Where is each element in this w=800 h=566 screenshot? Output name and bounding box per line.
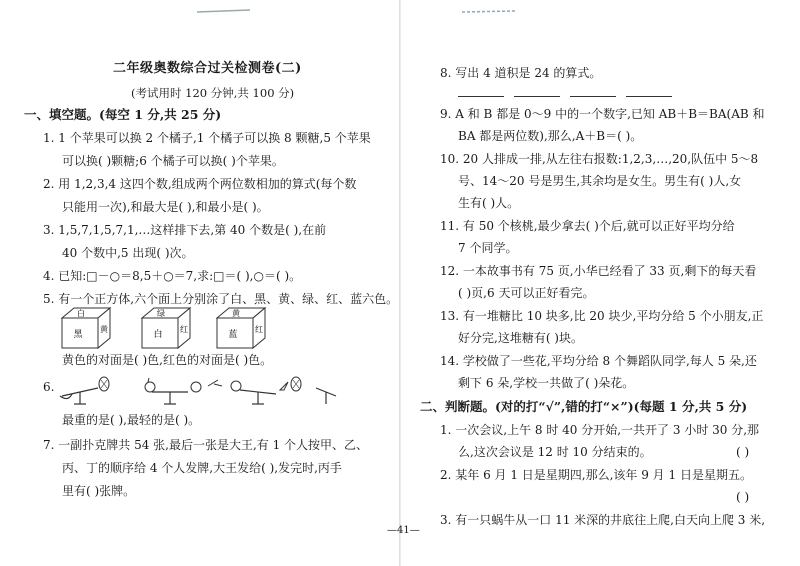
cube-side-label: 红 (180, 325, 188, 334)
answer-parentheses: ( ) (736, 490, 750, 504)
question-text: 13. 有一堆糖比 10 块多,比 20 块少,平均分给 5 个小朋友,正 (440, 309, 764, 323)
answer-line (514, 96, 560, 97)
question-text: ( )页,6 天可以正好看完。 (458, 286, 595, 300)
question-text: 么,这次会议是 12 时 10 分结束的。 (458, 445, 652, 459)
cube-top-label: 绿 (157, 309, 165, 318)
question-text: 4. 已知:□－○＝8,5＋○＝7,求:□＝( ),○＝( )。 (43, 269, 302, 283)
cube-front-label: 黑 (73, 330, 83, 340)
question-text: 10. 20 人排成一排,从左往右报数:1,2,3,…,20,队伍中 5～8 (440, 152, 759, 166)
cube-side-label: 红 (255, 325, 263, 334)
question-text: 1. 1 个苹果可以换 2 个橘子,1 个橘子可以换 8 颗糖,5 个苹果 (43, 131, 371, 145)
question-text: 6. (43, 380, 55, 394)
question-text: 3. 1,5,7,1,5,7,1,…这样排下去,第 40 个数是( ),在前 (43, 223, 327, 237)
cube-figure (60, 304, 112, 350)
section-heading: 一、填空题。(每空 1 分,共 25 分) (24, 107, 222, 122)
question-text: 8. 写出 4 道积是 24 的算式。 (440, 66, 602, 80)
cube-figure (215, 304, 267, 350)
cube-figure (140, 304, 192, 350)
section-heading: 二、判断题。(对的打“√”,错的打“×”)(每题 1 分,共 5 分) (420, 399, 748, 414)
page-subtitle: (考试用时 120 分钟,共 100 分) (131, 86, 295, 100)
question-text: 黄色的对面是( )色,红色的对面是( )色。 (62, 353, 273, 367)
cube-side-label: 黄 (100, 325, 108, 334)
question-text: 7 个同学。 (458, 241, 518, 255)
scan-mark (195, 6, 255, 16)
question-text: 2. 用 1,2,3,4 这四个数,组成两个两位数相加的算式(每个数 (43, 177, 357, 191)
question-text: BA 都是两位数),那么,A＋B＝( )。 (458, 129, 643, 143)
question-text: 5. 有一个正方体,六个面上分别涂了白、黑、黄、绿、红、蓝六色。 (43, 292, 399, 306)
answer-line (570, 96, 616, 97)
question-text: 2. 某年 6 月 1 日是星期四,那么,该年 9 月 1 日是星期五。 (440, 468, 752, 482)
question-text: 7. 一副扑克牌共 54 张,最后一张是大王,有 1 个人按甲、乙、 (43, 438, 369, 452)
question-text: 9. A 和 B 都是 0～9 中的一个数字,已知 AB＋B＝BA(AB 和 (440, 107, 765, 121)
question-text: 剩下 6 朵,学校一共做了( )朵花。 (458, 376, 635, 390)
page-fold (399, 0, 401, 566)
cube-top-label: 黄 (232, 309, 240, 318)
cube-top-label: 白 (77, 309, 85, 318)
answer-parentheses: ( ) (736, 445, 750, 459)
cube-front-label: 蓝 (228, 330, 238, 340)
question-text: 12. 一本故事书有 75 页,小华已经看了 33 页,剩下的每天看 (440, 264, 757, 278)
question-text: 1. 一次会议,上午 8 时 40 分开始,一共开了 3 小时 30 分,那 (440, 423, 760, 437)
answer-line (458, 96, 504, 97)
page-number: —41— (387, 525, 420, 536)
question-text: 可以换( )颗糖;6 个橘子可以换( )个苹果。 (62, 154, 284, 168)
question-text: 3. 有一只蜗牛从一口 11 米深的井底往上爬,白天向上爬 3 米, (440, 513, 766, 527)
scan-mark (460, 6, 520, 16)
question-text: 生有( )人。 (458, 196, 520, 210)
question-text: 丙、丁的顺序给 4 个人发牌,大王发给( ),发完时,丙手 (62, 461, 342, 475)
answer-line (626, 96, 672, 97)
question-text: 14. 学校做了一些花,平均分给 8 个舞蹈队同学,每人 5 朵,还 (440, 354, 757, 368)
page-title: 二年级奥数综合过关检测卷(二) (113, 61, 302, 76)
question-text: 40 个数中,5 出现( )次。 (62, 246, 194, 260)
question-text: 11. 有 50 个核桃,最少拿去( )个后,就可以正好平均分给 (440, 219, 735, 233)
cube-front-label: 白 (153, 330, 163, 340)
balance-scales-figure (58, 374, 338, 410)
question-text: 里有( )张牌。 (62, 484, 136, 498)
question-text: 号、14～20 号是男生,其余均是女生。男生有( )人,女 (458, 174, 742, 188)
question-text: 最重的是( ),最轻的是( )。 (62, 413, 201, 427)
question-text: 只能用一次),和最大是( ),和最小是( )。 (62, 200, 269, 214)
question-text: 好分完,这堆糖有( )块。 (458, 331, 583, 345)
